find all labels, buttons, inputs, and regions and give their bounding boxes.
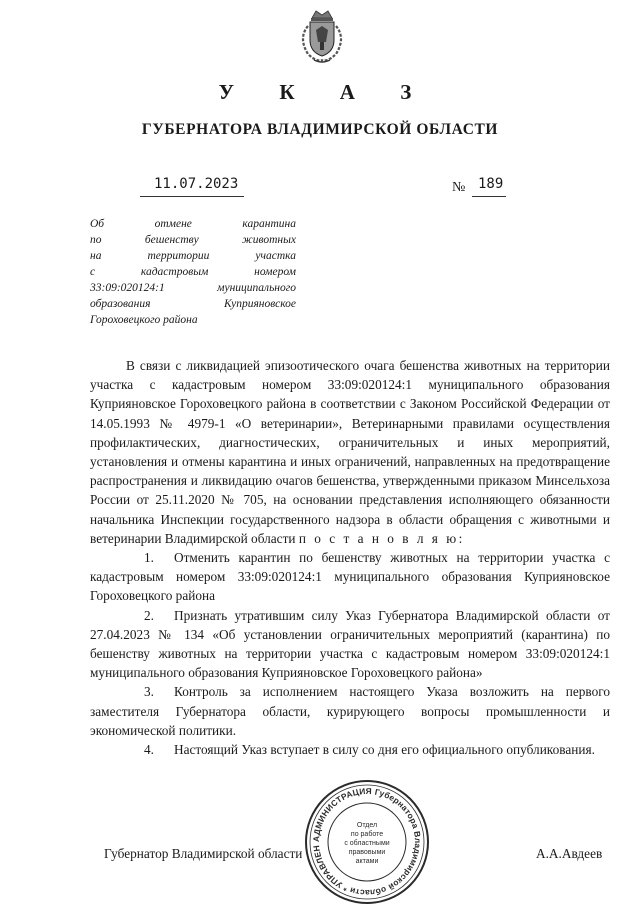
item-text: Отменить карантин по бешенству животных на территории участка с кадастровым номером 33:09:020124:1 муниципального образования Куприяновское Гороховецкого района [90,550,610,604]
stamp-inner-line: с областными [344,840,390,847]
number-underline [472,196,506,197]
document-number: 189 [478,176,504,192]
signer-role: Губернатор Владимирской области [104,846,303,861]
preamble-paragraph [90,356,610,548]
official-stamp [303,778,431,906]
subject-line: с кадастровым номером [90,266,296,278]
item-number: 1. [144,550,154,566]
document-title: У К А З [218,80,432,104]
number-sign: № [452,180,466,195]
item-number: 3. [144,684,154,700]
document-body [90,356,610,759]
subject-line: Гороховецкого района [90,314,198,326]
stamp-inner-line: по работе [350,831,384,838]
subject-line: Об отмене карантина [90,218,296,230]
subject-line: на территории участка [90,250,296,262]
stamp-inner-line: правовыми [348,849,386,856]
item-number: 4. [144,742,154,758]
signer-name: А.А.Авдеев [536,846,603,861]
coat-of-arms-icon [296,8,348,64]
item-text: Контроль за исполнением настоящего Указа возложить на первого заместителя Губернатора области, курирующего вопросы промышленности и экономической политики. [90,684,610,738]
subject-line: 33:09:020124:1 муниципального [90,282,296,294]
date-underline [140,196,244,197]
svg-text:АДМИНИСТРАЦИЯ Губернатора Влад [303,778,423,898]
decree-item [90,682,610,740]
item-text: Признать утратившим силу Указ Губернатора Владимирской области от 27.04.2023 № 134 «Об установлении ограничительных мероприятий (карантина) по бешенству животных на территории участка с кадастровым номером 33:09:020124:1 муниципального образования Куприяновское Гороховецкого района» [90,607,610,681]
item-number: 2. [144,607,154,623]
decree-item [90,606,610,683]
preamble-text: В связи с ликвидацией эпизоотического очага бешенства животных на территории участка с кадастровым номером 33:09:020124:1 муниципального образования Куприяновское Гороховецкого района в соответствии с Законом Российской Федерации от 14.05.1993 № 4979-1 «О ветеринарии», Ветеринарными правилами осуществления профилактических, диагностических, ограничительных и иных мероприятий, установления и отмены карантина и иных ограничений, направленных на предотвращение распространения и ликвидацию очагов бешенства, утвержденными приказом Минсельхоза России от 25.11.2020 № 705, на основании представления исполняющего обязанности начальника Инспекции государственного надзора в области обращения с животными и ветеринарии Владимирской области [90,358,610,546]
stamp-ring-text: АДМИНИСТРАЦИЯ Губернатора Владимирской области * УПРАВЛЕН [310,785,424,899]
document-subtitle: ГУБЕРНАТОРА ВЛАДИМИРСКОЙ ОБЛАСТИ [141,121,499,138]
subject-line: образования Куприяновское [90,298,296,310]
subject-line: по бешенству животных [90,234,296,246]
decree-word: п о с т а н о в л я ю: [298,530,465,546]
item-text: Настоящий Указ вступает в силу со дня его официального опубликования. [174,742,595,758]
decree-item [90,548,610,606]
document-subject [90,216,296,328]
stamp-inner-line: актами [355,858,379,865]
decree-item [90,740,610,759]
stamp-inner-line: Отдел [356,822,378,829]
document-date: 11.07.2023 [154,176,239,192]
